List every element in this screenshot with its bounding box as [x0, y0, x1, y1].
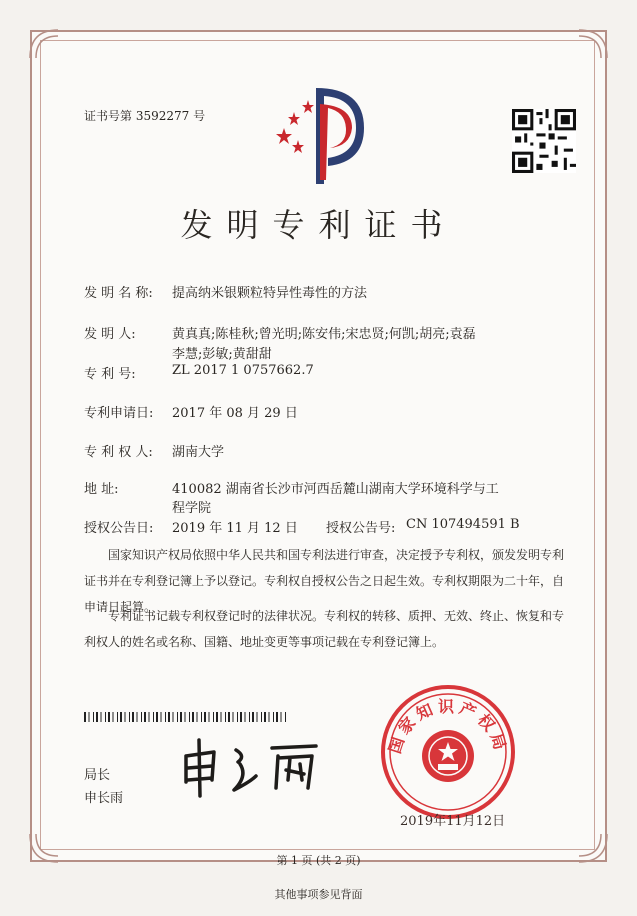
certificate-number-label: 证书号第 [84, 109, 133, 123]
grant-number-label: 授权公告号: [326, 521, 396, 536]
patent-number-value: ZL 2017 1 0757662.7 [172, 363, 314, 378]
filing-date-label: 专利申请日: [84, 406, 154, 421]
legal-status-line1: 专利证书记载专利权登记时的法律状况。专利权的转移、质押、无效、终止、恢复和专 [108, 609, 565, 623]
page-indicator: 第 1 页 (共 2 页) [276, 854, 361, 867]
grant-date-value: 2019 年 11 月 12 日 [172, 521, 298, 536]
address-value-line1: 410082 湖南省长沙市河西岳麓山湖南大学环境科学与工 [172, 482, 499, 497]
certificate-number-value: 3592277 [135, 109, 190, 123]
seal-date: 2019年11月12日 [400, 814, 506, 829]
invention-name-value: 提高纳米银颗粒特异性毒性的方法 [172, 286, 368, 301]
official-seal-icon [380, 684, 516, 820]
certificate-title: 发明专利证书 [180, 206, 457, 244]
grant-statement-line2: 证书并在专利登记簿上予以登记。专利权自授权公告之日起生效。专利权期限为二十年，自 [84, 574, 565, 588]
barcode-icon [84, 712, 288, 722]
qr-code-icon [512, 109, 576, 173]
inventors-label: 发 明 人: [84, 327, 136, 342]
seal-text: 国家知识产权局 [385, 697, 511, 756]
handwritten-signature [176, 736, 332, 800]
patent-number-label: 专 利 号: [84, 367, 136, 382]
grant-statement-line3: 申请日起算。 [84, 600, 157, 614]
filing-date-value: 2017 年 08 月 29 日 [172, 406, 298, 421]
cnipa-logo-icon [276, 84, 366, 188]
corner-ornament-icon [28, 28, 60, 60]
patentee-label: 专 利 权 人: [84, 445, 153, 460]
legal-status-line2: 利权人的姓名或名称、国籍、地址变更等事项记载在专利登记簿上。 [84, 635, 445, 649]
grant-number-value: CN 107494591 B [406, 517, 520, 532]
director-title: 局长 [84, 768, 111, 783]
legal-status-statement [84, 603, 574, 655]
inventors-value-line2: 李慧;彭敏;黄甜甜 [172, 347, 272, 362]
certificate-number [84, 107, 205, 124]
inventors-value-line1: 黄真真;陈桂秋;曾光明;陈安伟;宋忠贤;何凯;胡亮;袁磊 [172, 327, 476, 342]
patentee-value: 湖南大学 [172, 445, 225, 460]
director-name: 申长雨 [84, 791, 124, 806]
back-side-note: 其他事项参见背面 [274, 888, 363, 901]
grant-date-label: 授权公告日: [84, 521, 154, 536]
certificate-number-suffix: 号 [193, 109, 206, 123]
corner-ornament-icon [577, 28, 609, 60]
address-value-line2: 程学院 [172, 501, 212, 516]
address-label: 地 址: [84, 482, 119, 497]
grant-statement-line1: 国家知识产权局依照中华人民共和国专利法进行审查，决定授予专利权，颁发发明专利 [108, 548, 565, 562]
invention-name-label: 发 明 名 称: [84, 286, 153, 301]
